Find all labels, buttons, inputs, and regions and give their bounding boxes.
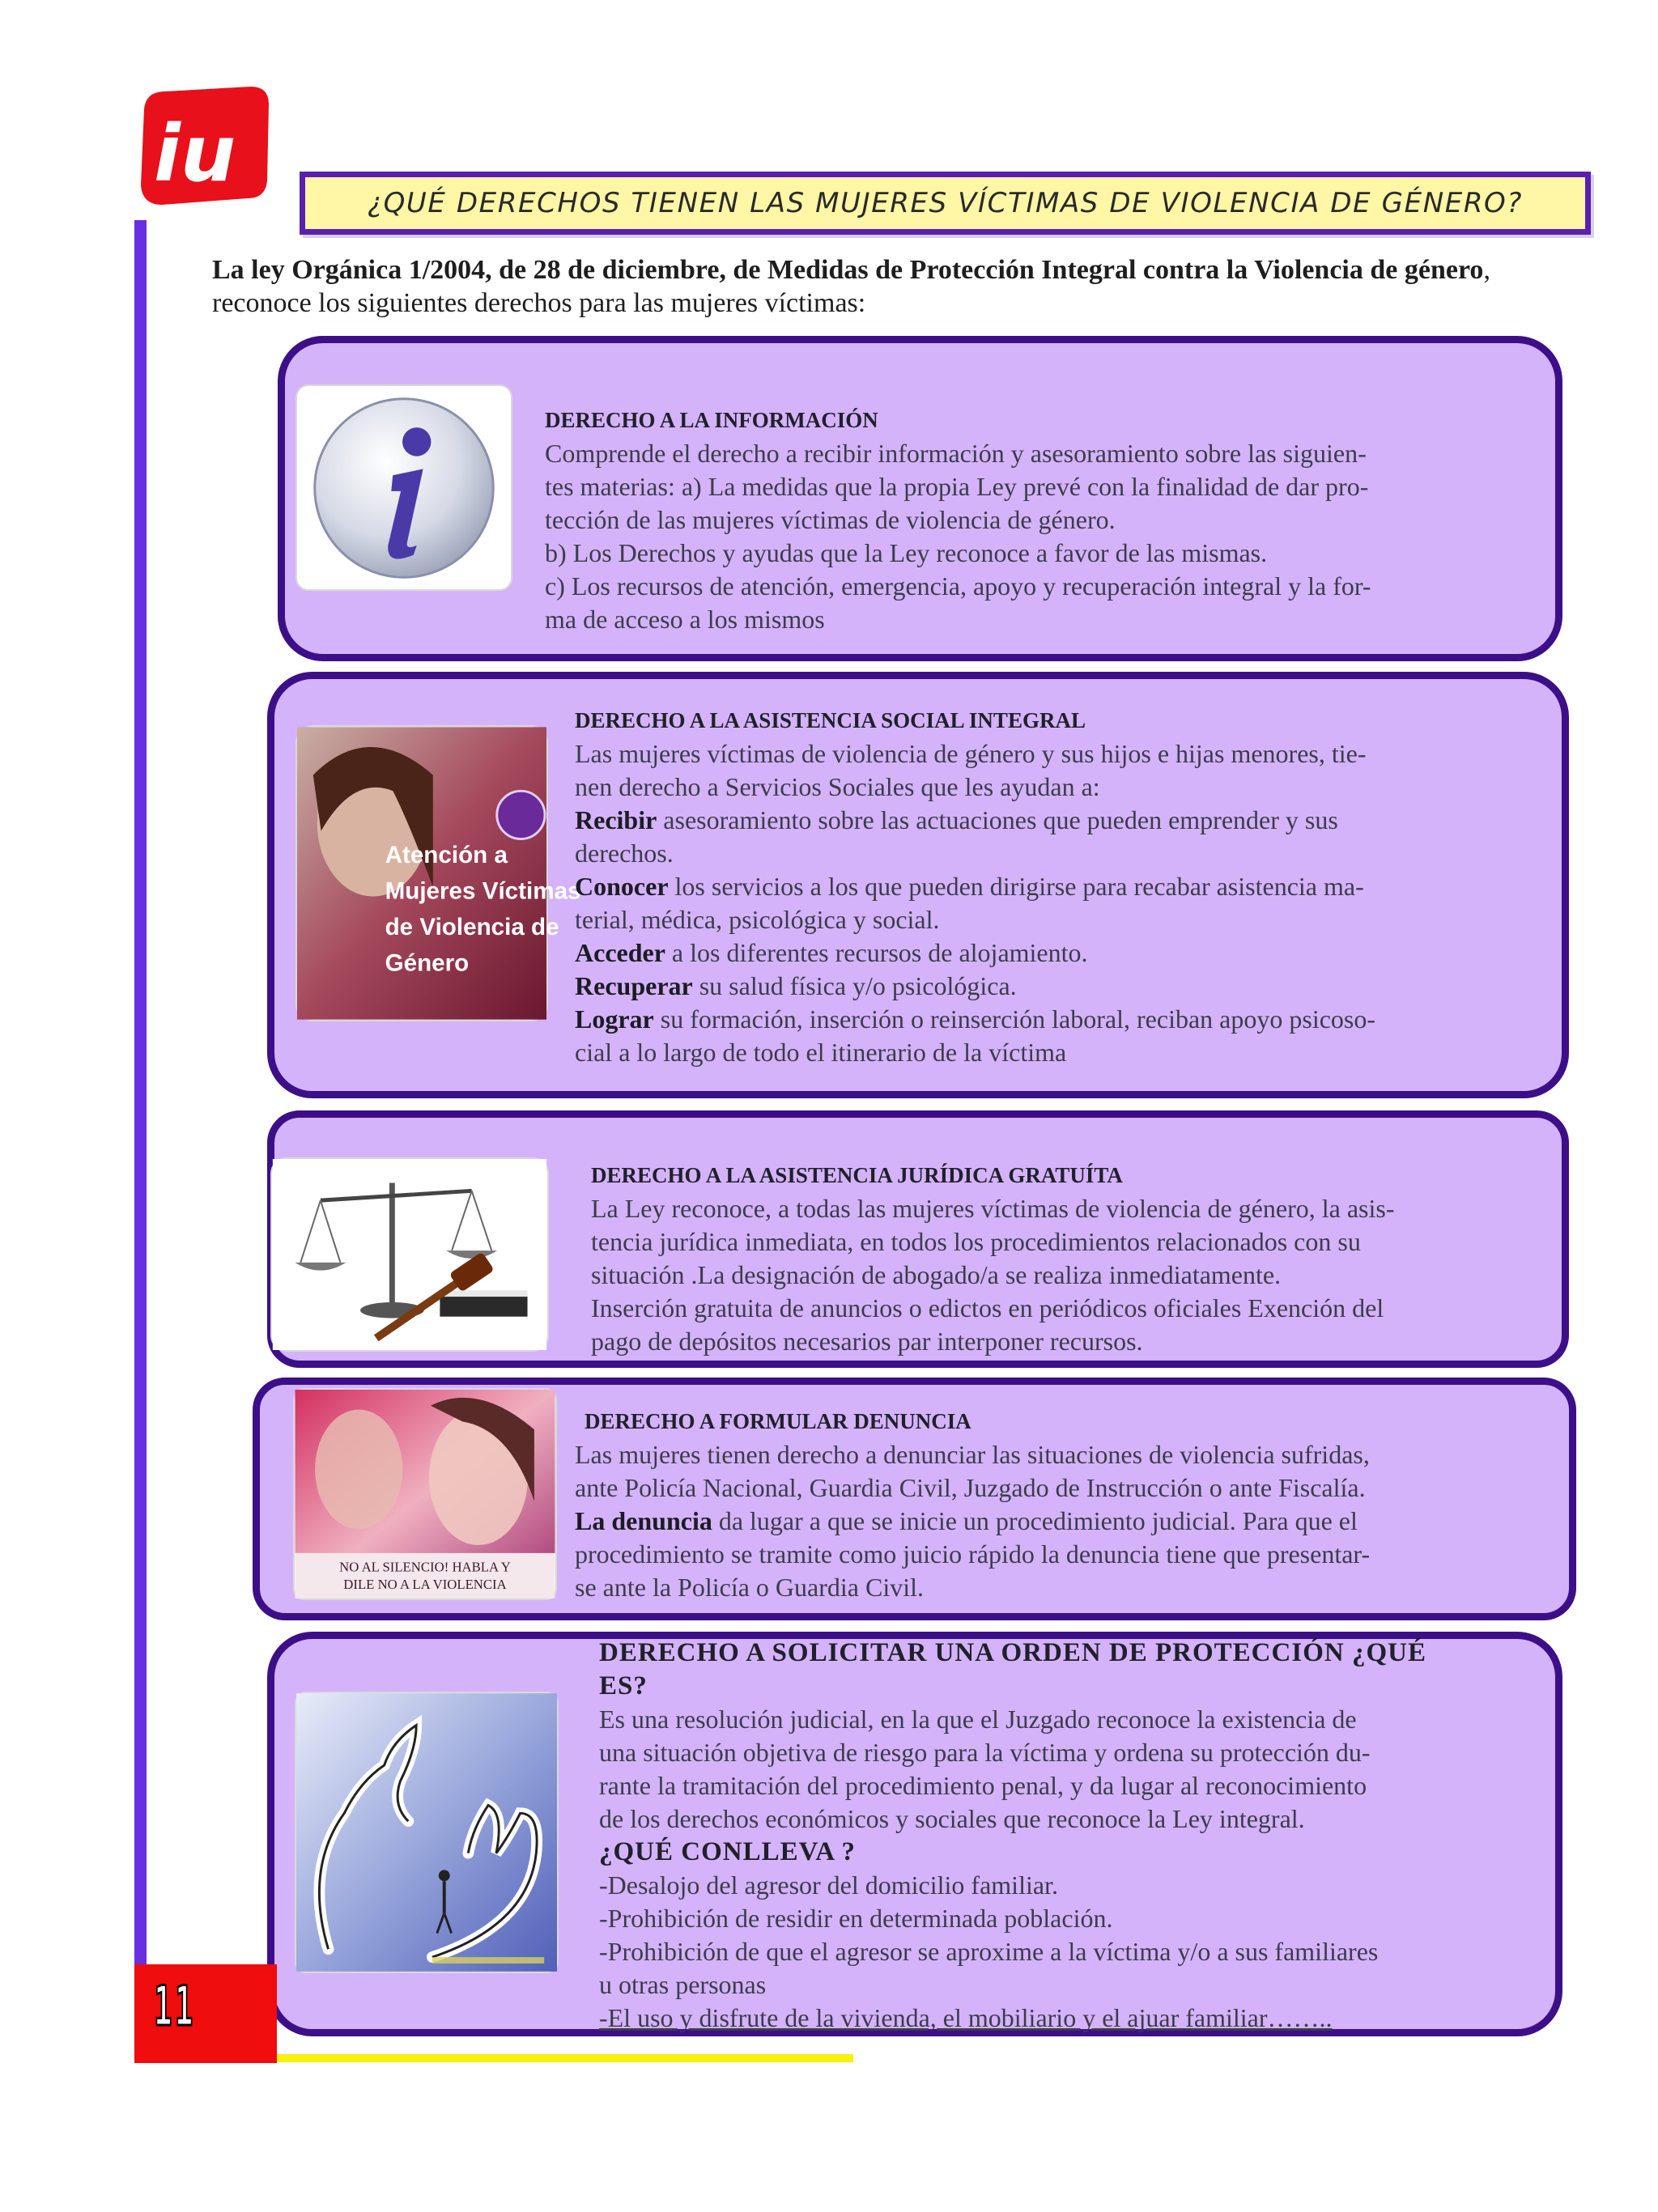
intro-law-name: La ley Orgánica 1/2004, de 28 de diciembre, de Medidas de Protección Integral contra la Violencia de género: [212, 255, 1484, 285]
bold-term: Acceder: [575, 938, 665, 967]
section-complaint-title: DERECHO A FORMULAR DENUNCIA: [585, 1409, 971, 1433]
section-complaint-line: procedimiento se tramite como juicio rápido la denuncia tiene que presentar-: [575, 1539, 1371, 1569]
section-complaint-line: La denuncia da lugar a que se inicie un procedimiento judicial. Para que el: [575, 1506, 1358, 1535]
page-title: ¿QUÉ DERECHOS TIENEN LAS MUJERES VÍCTIMAS DE VIOLENCIA DE GÉNERO?: [367, 187, 1524, 219]
protection-item: -El uso y disfrute de la vivienda, el mobiliario y el ajuar familiar……..: [599, 2003, 1333, 2032]
protection-item: -Prohibición de residir en determinada población.: [599, 1904, 1113, 1933]
protecting-hands-image: [295, 1692, 559, 1973]
bold-term: Lograr: [575, 1004, 654, 1034]
section-legal-text: [591, 1159, 1546, 1358]
section-complaint-line: se ante la Policía o Guardia Civil.: [575, 1573, 924, 1602]
section-protection-line: rante la tramitación del procedimiento penal, y da lugar al reconocimiento: [599, 1771, 1367, 1800]
section-protection-line: de los derechos económicos y sociales que reconoce la Ley integral.: [599, 1804, 1305, 1833]
social-image-text: Mujeres Víctimas: [385, 877, 581, 905]
section-social-line: Conocer los servicios a los que pueden dirigirse para recabar asistencia ma-: [575, 872, 1364, 901]
section-complaint-line: Las mujeres tienen derecho a denunciar las situaciones de violencia sufridas,: [575, 1440, 1370, 1469]
protection-item: -Prohibición de que el agresor se aproxime a la víctima y/o a sus familiares: [599, 1937, 1379, 1966]
section-social-line: derechos.: [575, 839, 674, 868]
section-information-text: [545, 404, 1533, 636]
left-accent-bar: [134, 220, 147, 1964]
section-protection-line: una situación objetiva de riesgo para la víctima y ordena su protección du-: [599, 1738, 1371, 1767]
footer-yellow-bar: [277, 2054, 853, 2062]
section-social-line: terial, médica, psicológica y social.: [575, 905, 940, 934]
complaint-caption: DILE NO A LA VIOLENCIA: [343, 1577, 507, 1593]
section-protection-title: DERECHO A SOLICITAR UNA ORDEN DE PROTECCIÓN ¿QUÉ: [599, 1638, 1426, 1667]
bold-term: Recuperar: [575, 971, 693, 1000]
complaint-image: [293, 1388, 557, 1600]
complaint-caption: NO AL SILENCIO! HABLA Y: [339, 1559, 511, 1575]
section-social-line: Recuperar su salud física y/o psicológica.: [575, 971, 1017, 1000]
section-legal-line: pago de depósitos necesarios par interponer recursos.: [591, 1327, 1143, 1356]
section-information-line: tes materias: a) La medidas que la propia Ley prevé con la finalidad de dar pro-: [545, 472, 1369, 501]
section-social-line: nen derecho a Servicios Sociales que les ayudan a:: [575, 772, 1100, 801]
section-protection-line: Es una resolución judicial, en la que el Juzgado reconoce la existencia de: [599, 1705, 1357, 1734]
protection-item: u otras personas: [599, 1970, 767, 1999]
information-icon: [295, 384, 512, 591]
bold-term: Recibir: [575, 805, 657, 834]
section-protection-text: [599, 1637, 1550, 2035]
section-information-line: Comprende el derecho a recibir información y asesoramiento sobre las siguien-: [545, 439, 1367, 468]
section-information-title: DERECHO A LA INFORMACIÓN: [545, 408, 878, 432]
section-complaint-text: [575, 1405, 1546, 1604]
section-social-line: Acceder a los diferentes recursos de alojamiento.: [575, 938, 1088, 967]
section-social-title: DERECHO A LA ASISTENCIA SOCIAL INTEGRAL: [575, 708, 1086, 732]
section-legal-line: Inserción gratuita de anuncios o edictos en periódicos oficiales Exención del: [591, 1293, 1384, 1323]
scales-of-justice-image: [270, 1157, 549, 1352]
section-social-line: Las mujeres víctimas de violencia de género y sus hijos e hijas menores, tie-: [575, 739, 1367, 768]
section-social-line: Lograr su formación, inserción o reinserción laboral, reciban apoyo psicoso-: [575, 1004, 1376, 1034]
iu-logo: [130, 85, 274, 208]
intro-paragraph: [212, 253, 1548, 320]
logo-text: iu: [154, 108, 236, 199]
social-assistance-image: [295, 725, 581, 1021]
section-information-line: c) Los recursos de atención, emergencia, apoyo y recuperación integral y la for-: [545, 571, 1371, 601]
page-title-box: [300, 172, 1591, 235]
protection-item: -Desalojo del agresor del domicilio familiar.: [599, 1870, 1058, 1900]
section-information-line: tección de las mujeres víctimas de violencia de género.: [545, 505, 1116, 534]
section-protection-title-cont: ES?: [599, 1671, 648, 1700]
bold-term: La denuncia: [575, 1506, 712, 1535]
intro-rest: , reconoce los siguientes derechos para las mujeres víctimas:: [212, 255, 1490, 318]
section-information-line: b) Los Derechos y ayudas que la Ley reconoce a favor de las mismas.: [545, 538, 1268, 567]
section-social-assistance-text: [575, 704, 1546, 1069]
section-legal-title: DERECHO A LA ASISTENCIA JURÍDICA GRATUÍTA: [591, 1163, 1123, 1187]
section-social-line: Recibir asesoramiento sobre las actuaciones que pueden emprender y sus: [575, 805, 1338, 834]
section-legal-line: tencia jurídica inmediata, en todos los procedimientos relacionados con su: [591, 1227, 1361, 1256]
section-legal-line: La Ley reconoce, a todas las mujeres víctimas de violencia de género, la asis-: [591, 1194, 1395, 1223]
section-complaint-line: ante Policía Nacional, Guardia Civil, Juzgado de Instrucción o ante Fiscalía.: [575, 1473, 1366, 1502]
social-image-text: Género: [385, 949, 470, 977]
section-protection-subtitle: ¿QUÉ CONLLEVA ?: [599, 1837, 856, 1866]
section-legal-line: situación .La designación de abogado/a se realiza inmediatamente.: [591, 1260, 1282, 1289]
page-number: 11: [154, 1975, 196, 2039]
bold-term: Conocer: [575, 872, 669, 901]
social-image-text: de Violencia de: [385, 914, 559, 941]
section-social-line: cial a lo largo de todo el itinerario de la víctima: [575, 1038, 1067, 1067]
social-image-text: Atención a: [385, 842, 508, 869]
section-information-line: ma de acceso a los mismos: [545, 605, 825, 634]
